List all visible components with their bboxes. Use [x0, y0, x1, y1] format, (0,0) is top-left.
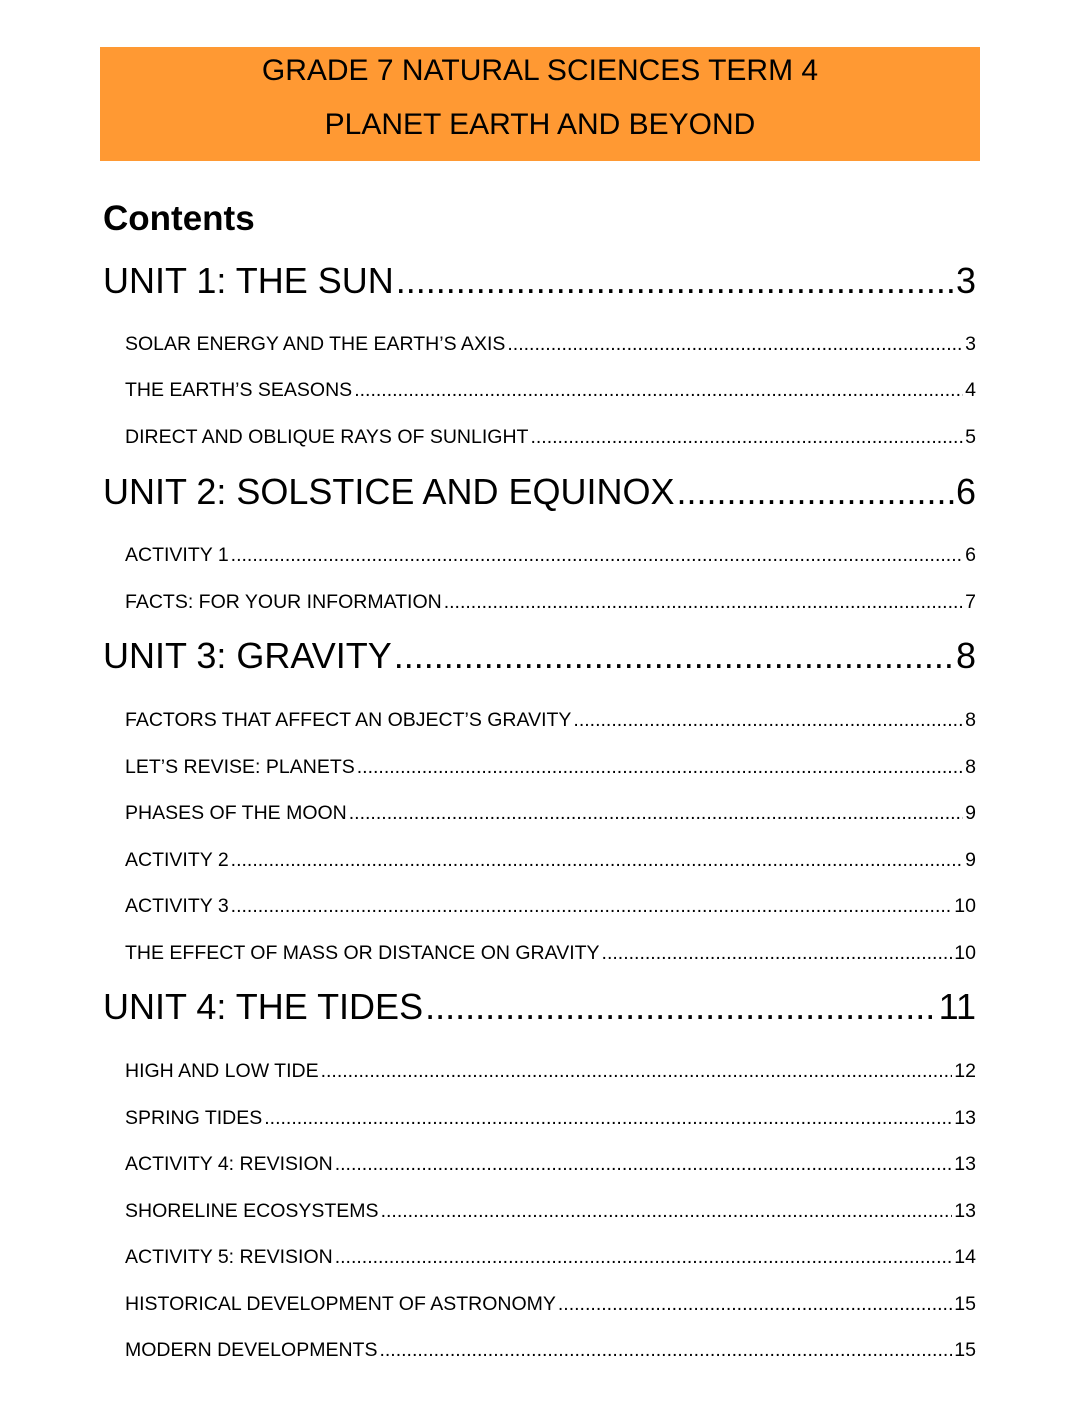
toc-dot-leader — [530, 424, 963, 450]
toc-entry-title: ACTIVITY 4: REVISION — [125, 1153, 333, 1175]
toc-page-number: 3 — [965, 333, 976, 355]
toc-page-number: 10 — [954, 942, 976, 964]
toc-page-number: 12 — [954, 1060, 976, 1082]
toc-page-number: 8 — [965, 709, 976, 731]
toc-entry-title: THE EARTH’S SEASONS — [125, 379, 353, 401]
toc-subentry[interactable] — [125, 377, 976, 403]
document-title: GRADE 7 NATURAL SCIENCES TERM 4 — [261, 54, 819, 87]
toc-subentry[interactable] — [125, 589, 976, 615]
toc-dot-leader — [264, 1105, 952, 1131]
toc-entry-title: FACTORS THAT AFFECT AN OBJECT’S GRAVITY — [125, 709, 572, 731]
toc-page-number: 9 — [965, 802, 976, 824]
toc-dot-leader — [394, 634, 954, 678]
toc-subentry[interactable] — [125, 893, 976, 919]
toc-page-number: 13 — [954, 1200, 976, 1222]
toc-dot-leader — [335, 1151, 953, 1177]
toc-entry-title: SHORELINE ECOSYSTEMS — [125, 1200, 379, 1222]
toc-page-number: 9 — [965, 849, 976, 871]
toc-subentry[interactable] — [125, 707, 976, 733]
toc-page-number: 13 — [954, 1107, 976, 1129]
toc-subentry[interactable] — [125, 1244, 976, 1270]
toc-dot-leader — [444, 589, 963, 615]
toc-unit-entry[interactable] — [103, 470, 976, 514]
toc-entry-title: UNIT 4: THE TIDES — [103, 986, 424, 1027]
toc-dot-leader — [676, 470, 954, 514]
toc-dot-leader — [558, 1291, 952, 1317]
toc-entry-title: THE EFFECT OF MASS OR DISTANCE ON GRAVITY — [125, 942, 600, 964]
toc-subentry[interactable] — [125, 424, 976, 450]
toc-dot-leader — [357, 754, 963, 780]
toc-entry-title: UNIT 3: GRAVITY — [103, 635, 392, 676]
toc-subentry[interactable] — [125, 542, 976, 568]
toc-page-number: 4 — [965, 379, 976, 401]
toc-unit-entry[interactable] — [103, 985, 976, 1029]
toc-dot-leader — [381, 1198, 953, 1224]
toc-page-number: 7 — [965, 591, 976, 613]
toc-entry-title: HIGH AND LOW TIDE — [125, 1060, 319, 1082]
toc-page-number: 13 — [954, 1153, 976, 1175]
toc-subentry[interactable] — [125, 1291, 976, 1317]
toc-subentry[interactable] — [125, 940, 976, 966]
toc-subentry[interactable] — [125, 1337, 976, 1363]
toc-subentry[interactable] — [125, 1198, 976, 1224]
toc-entry-title: UNIT 2: SOLSTICE AND EQUINOX — [103, 471, 675, 512]
toc-dot-leader — [231, 847, 963, 873]
toc-dot-leader — [507, 331, 963, 357]
toc-page-number: 15 — [954, 1339, 976, 1361]
toc-dot-leader — [349, 800, 963, 826]
toc-entry-title: ACTIVITY 5: REVISION — [125, 1246, 333, 1268]
toc-dot-leader — [231, 542, 963, 568]
toc-page-number: 10 — [954, 895, 976, 917]
toc-dot-leader — [379, 1337, 952, 1363]
contents-heading: Contents — [103, 199, 255, 238]
toc-dot-leader — [602, 940, 953, 966]
toc-subentry[interactable] — [125, 1105, 976, 1131]
toc-unit-entry[interactable] — [103, 634, 976, 678]
toc-subentry[interactable] — [125, 331, 976, 357]
toc-entry-title: ACTIVITY 3 — [125, 895, 229, 917]
toc-page-number: 8 — [965, 756, 976, 778]
toc-entry-title: MODERN DEVELOPMENTS — [125, 1339, 378, 1361]
toc-entry-title: DIRECT AND OBLIQUE RAYS OF SUNLIGHT — [125, 426, 529, 448]
toc-dot-leader — [396, 259, 954, 303]
toc-subentry[interactable] — [125, 754, 976, 780]
toc-entry-title: FACTS: FOR YOUR INFORMATION — [125, 591, 442, 613]
toc-entry-title: ACTIVITY 2 — [125, 849, 229, 871]
toc-page-number: 11 — [938, 986, 976, 1027]
toc-entry-title: SPRING TIDES — [125, 1107, 263, 1129]
toc-entry-title: LET’S REVISE: PLANETS — [125, 756, 355, 778]
toc-subentry[interactable] — [125, 800, 976, 826]
document-subtitle: PLANET EARTH AND BEYOND — [324, 108, 756, 141]
toc-entry-title: ACTIVITY 1 — [125, 544, 229, 566]
toc-page-number: 14 — [954, 1246, 976, 1268]
toc-dot-leader — [425, 985, 937, 1029]
toc-dot-leader — [321, 1058, 953, 1084]
toc-subentry[interactable] — [125, 847, 976, 873]
toc-dot-leader — [335, 1244, 953, 1270]
toc-dot-leader — [231, 893, 953, 919]
toc-page-number: 3 — [955, 260, 976, 301]
toc-page-number: 5 — [965, 426, 976, 448]
toc-page-number: 8 — [955, 635, 976, 676]
toc-dot-leader — [354, 377, 963, 403]
toc-entry-title: PHASES OF THE MOON — [125, 802, 347, 824]
toc-dot-leader — [573, 707, 963, 733]
toc-page-number: 15 — [954, 1293, 976, 1315]
toc-entry-title: HISTORICAL DEVELOPMENT OF ASTRONOMY — [125, 1293, 556, 1315]
toc-unit-entry[interactable] — [103, 259, 976, 303]
toc-subentry[interactable] — [125, 1151, 976, 1177]
toc-entry-title: SOLAR ENERGY AND THE EARTH’S AXIS — [125, 333, 506, 355]
toc-page-number: 6 — [955, 471, 976, 512]
toc-subentry[interactable] — [125, 1058, 976, 1084]
toc-page-number: 6 — [965, 544, 976, 566]
toc-entry-title: UNIT 1: THE SUN — [103, 260, 394, 301]
